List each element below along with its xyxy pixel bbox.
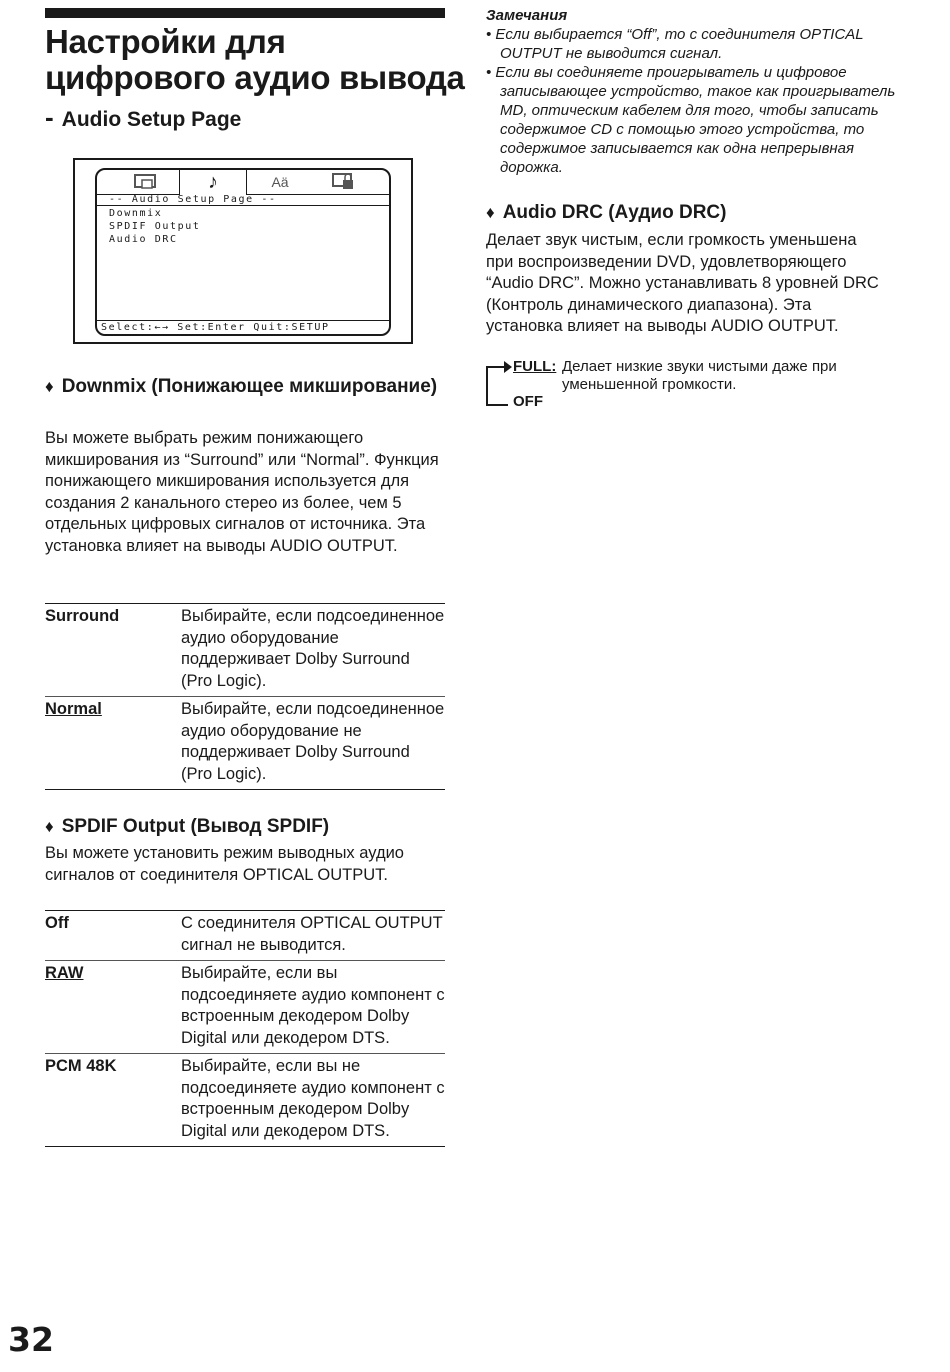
downmix-options-table: [45, 603, 445, 790]
table-row: [45, 1054, 445, 1147]
page-subtitle: - Audio Setup Page: [45, 102, 242, 132]
diamond-bullet-icon: ♦: [486, 203, 495, 222]
spdif-heading: ♦ SPDIF Output (Вывод SPDIF): [45, 816, 330, 837]
note-item: • Если выбирается “Off”, то с соединителя OPTICAL OUTPUT не выводится сигнал.: [486, 26, 864, 62]
table-row: [45, 604, 445, 697]
osd-divider: [97, 205, 389, 206]
audio-drc-description: Делает звук чистым, если громкость уменьшена при воспроизведении DVD, удовлетворяющего “Audio DRC”. Можно устанавливать 8 уровней DRC (Контроль динамического диапазона). Эта установка влияет на выводы AUDIO OUTPUT.: [486, 231, 879, 335]
page-title: Настройки для цифрового аудио вывода: [45, 23, 465, 96]
osd-item-audio-drc: Audio DRC: [109, 234, 178, 245]
table-row: [45, 697, 445, 790]
option-desc: Выбирайте, если подсоединенное аудио оборудование не поддерживает Dolby Surround (Pro Logic).: [181, 700, 445, 783]
option-key-default: RAW: [45, 964, 84, 982]
osd-screen: [95, 168, 391, 336]
downmix-description: Вы можете выбрать режим понижающего микширования из “Surround” или “Normal”. Функция понижающего микширования используется для создания 2 канального стерео из более, чем 5 отдельных цифровых сигналов от источника. Эта установка влияет на выводы AUDIO OUTPUT.: [45, 429, 439, 555]
option-desc: Выбирайте, если подсоединенное аудио оборудование поддерживает Dolby Surround (Pro Logic).: [181, 607, 445, 690]
arrow-right-icon: [504, 361, 512, 373]
option-key: Off: [45, 914, 69, 932]
title-rule: [45, 8, 445, 18]
option-key: Surround: [45, 607, 120, 625]
osd-header: -- Audio Setup Page --: [109, 194, 277, 205]
diamond-bullet-icon: ♦: [45, 817, 54, 836]
spdif-description: Вы можете установить режим выводных аудио сигналов от соединителя OPTICAL OUTPUT.: [45, 844, 404, 884]
notes-block: [486, 6, 906, 177]
osd-tab-bar: [97, 170, 389, 195]
osd-item-spdif: SPDIF Output: [109, 221, 201, 232]
option-key: PCM 48K: [45, 1057, 117, 1075]
notes-title: Замечания: [486, 7, 568, 24]
language-icon: Aä: [271, 174, 289, 190]
drc-option-full-desc: Делает низкие звуки чистыми даже при уменьшенной громкости.: [562, 358, 837, 393]
drc-option-full: FULL:: [513, 358, 557, 375]
table-row: [45, 911, 445, 961]
option-desc: Выбирайте, если вы не подсоединяете аудио компонент с встроенным декодером Dolby Digital или декодером DTS.: [181, 1057, 445, 1140]
audio-drc-heading: ♦ Audio DRC (Аудио DRC): [486, 202, 727, 223]
page-number: 32: [8, 1320, 54, 1359]
osd-item-downmix: Downmix: [109, 208, 163, 219]
option-desc: Выбирайте, если вы подсоединяете аудио компонент с встроенным декодером Dolby Digital или декодером DTS.: [181, 964, 445, 1047]
downmix-heading: ♦ Downmix (Понижающее микширование): [45, 376, 438, 397]
table-row: [45, 961, 445, 1054]
note-item: • Если вы соединяете проигрыватель и цифровое записывающее устройство, такое как проигрыватель MD, оптическим кабелем для того, чтобы записать содержимое CD с помощью этого устройства, то содержимое записывается как одна непрерывная дорожка.: [486, 64, 896, 176]
spdif-options-table: [45, 910, 445, 1147]
osd-footer: Select:←→ Set:Enter Quit:SETUP: [101, 322, 330, 333]
option-desc: С соединителя OPTICAL OUTPUT сигнал не выводится.: [181, 914, 443, 954]
music-note-icon: ♪: [179, 170, 247, 195]
drc-option-off: OFF: [513, 393, 543, 410]
drc-options-diagram: [486, 356, 886, 416]
option-key-default: Normal: [45, 700, 102, 718]
general-setup-icon: [113, 170, 179, 194]
lock-icon: [311, 170, 377, 194]
diamond-bullet-icon: ♦: [45, 377, 54, 396]
